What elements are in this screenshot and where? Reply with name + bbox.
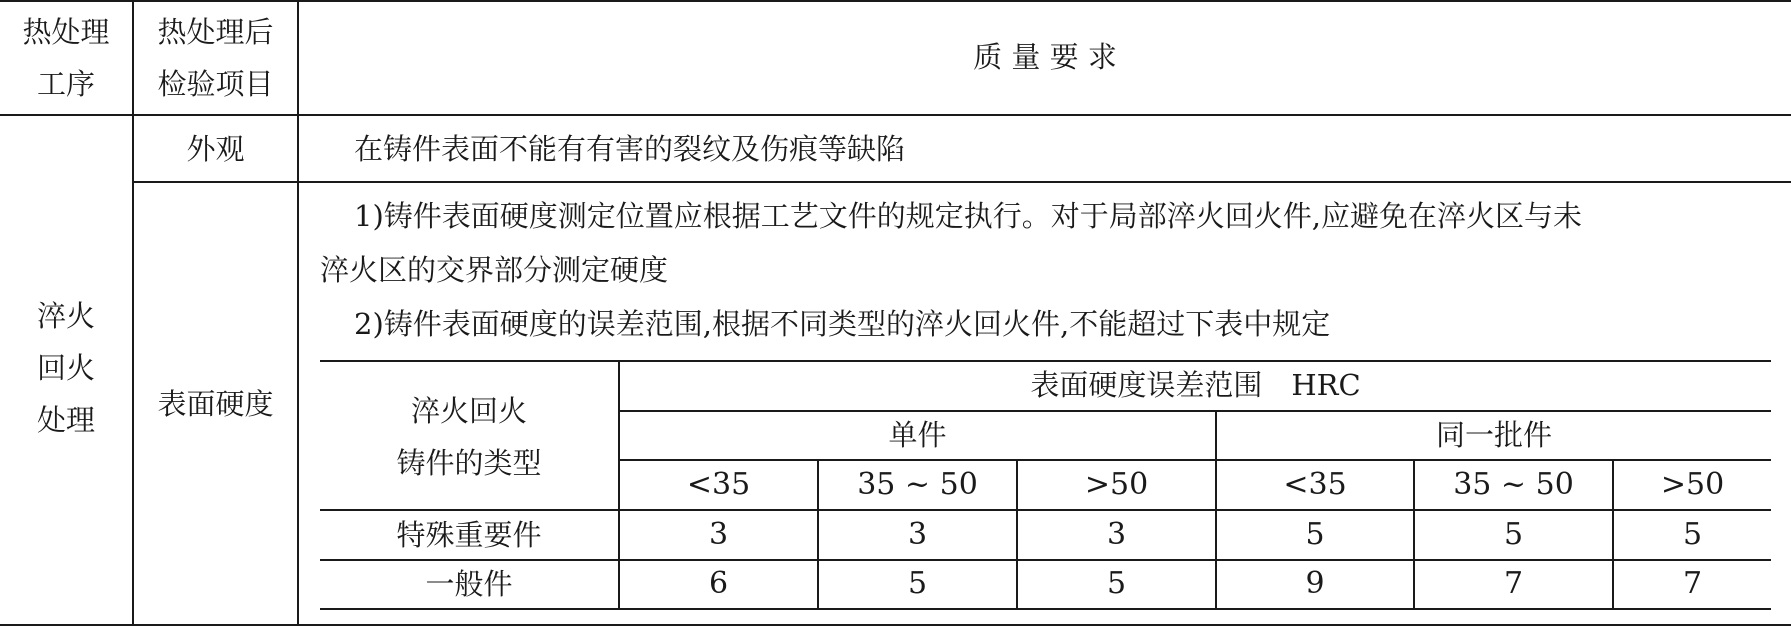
- header-requirements-col: 质 量 要 求: [973, 40, 1117, 74]
- rule-top: [0, 0, 1791, 2]
- inner-cell: 3: [1106, 517, 1127, 552]
- process-cell: 淬火 回火 处理: [36, 299, 95, 437]
- inner-range-header: 表面硬度误差范围 HRC: [1030, 368, 1361, 402]
- hardness-req2: 2)铸件表面硬度的误差范围,根据不同类型的淬火回火件,不能超过下表中规定: [354, 307, 1331, 341]
- inner-group-batch: 同一批件: [1435, 418, 1552, 452]
- rule-appearance-bottom: [132, 181, 1791, 183]
- header-inspection-col: 热处理后 检验项目: [157, 15, 274, 101]
- inner-group-single: 单件: [888, 418, 947, 452]
- inner-cell: 5: [1682, 517, 1703, 552]
- inner-sub-header: 35 ~ 50: [1453, 467, 1574, 502]
- hardness-item: 表面硬度: [157, 387, 274, 421]
- inner-sub-header: <35: [1283, 467, 1347, 502]
- inner-cell: 3: [708, 517, 729, 552]
- inner-cell: 3: [907, 517, 928, 552]
- appearance-item: 外观: [186, 132, 245, 166]
- rule-header-bottom: [0, 114, 1791, 116]
- inner-sub-header: >50: [1660, 467, 1725, 502]
- header-process-col: 热处理 工序: [22, 15, 110, 101]
- inner-sub-header: 35 ~ 50: [857, 467, 978, 502]
- inner-sub-header: <35: [686, 467, 751, 502]
- inner-cell: 5: [1305, 517, 1325, 552]
- inner-cell: 5: [1106, 566, 1127, 601]
- inner-cell: 7: [1503, 566, 1524, 601]
- appearance-requirement: 在铸件表面不能有有害的裂纹及伤痕等缺陷: [354, 132, 906, 166]
- inner-cell: 9: [1305, 566, 1325, 601]
- inner-cell: 6: [708, 566, 729, 601]
- inner-type-header: 淬火回火 铸件的类型: [396, 394, 542, 480]
- hardness-req1-line2: 淬火区的交界部分测定硬度: [320, 253, 669, 287]
- inner-cell: 7: [1682, 566, 1703, 601]
- inner-cell: 5: [1503, 517, 1524, 552]
- inner-row-type: 一般件: [425, 567, 513, 601]
- inner-sub-header: >50: [1084, 467, 1149, 502]
- hardness-req1-line1: 1)铸件表面硬度测定位置应根据工艺文件的规定执行。对于局部淬火回火件,应避免在淬火区与未: [354, 199, 1582, 233]
- inner-row-type: 特殊重要件: [396, 518, 542, 552]
- inner-cell: 5: [907, 566, 928, 601]
- rule-col2-right: [297, 0, 299, 626]
